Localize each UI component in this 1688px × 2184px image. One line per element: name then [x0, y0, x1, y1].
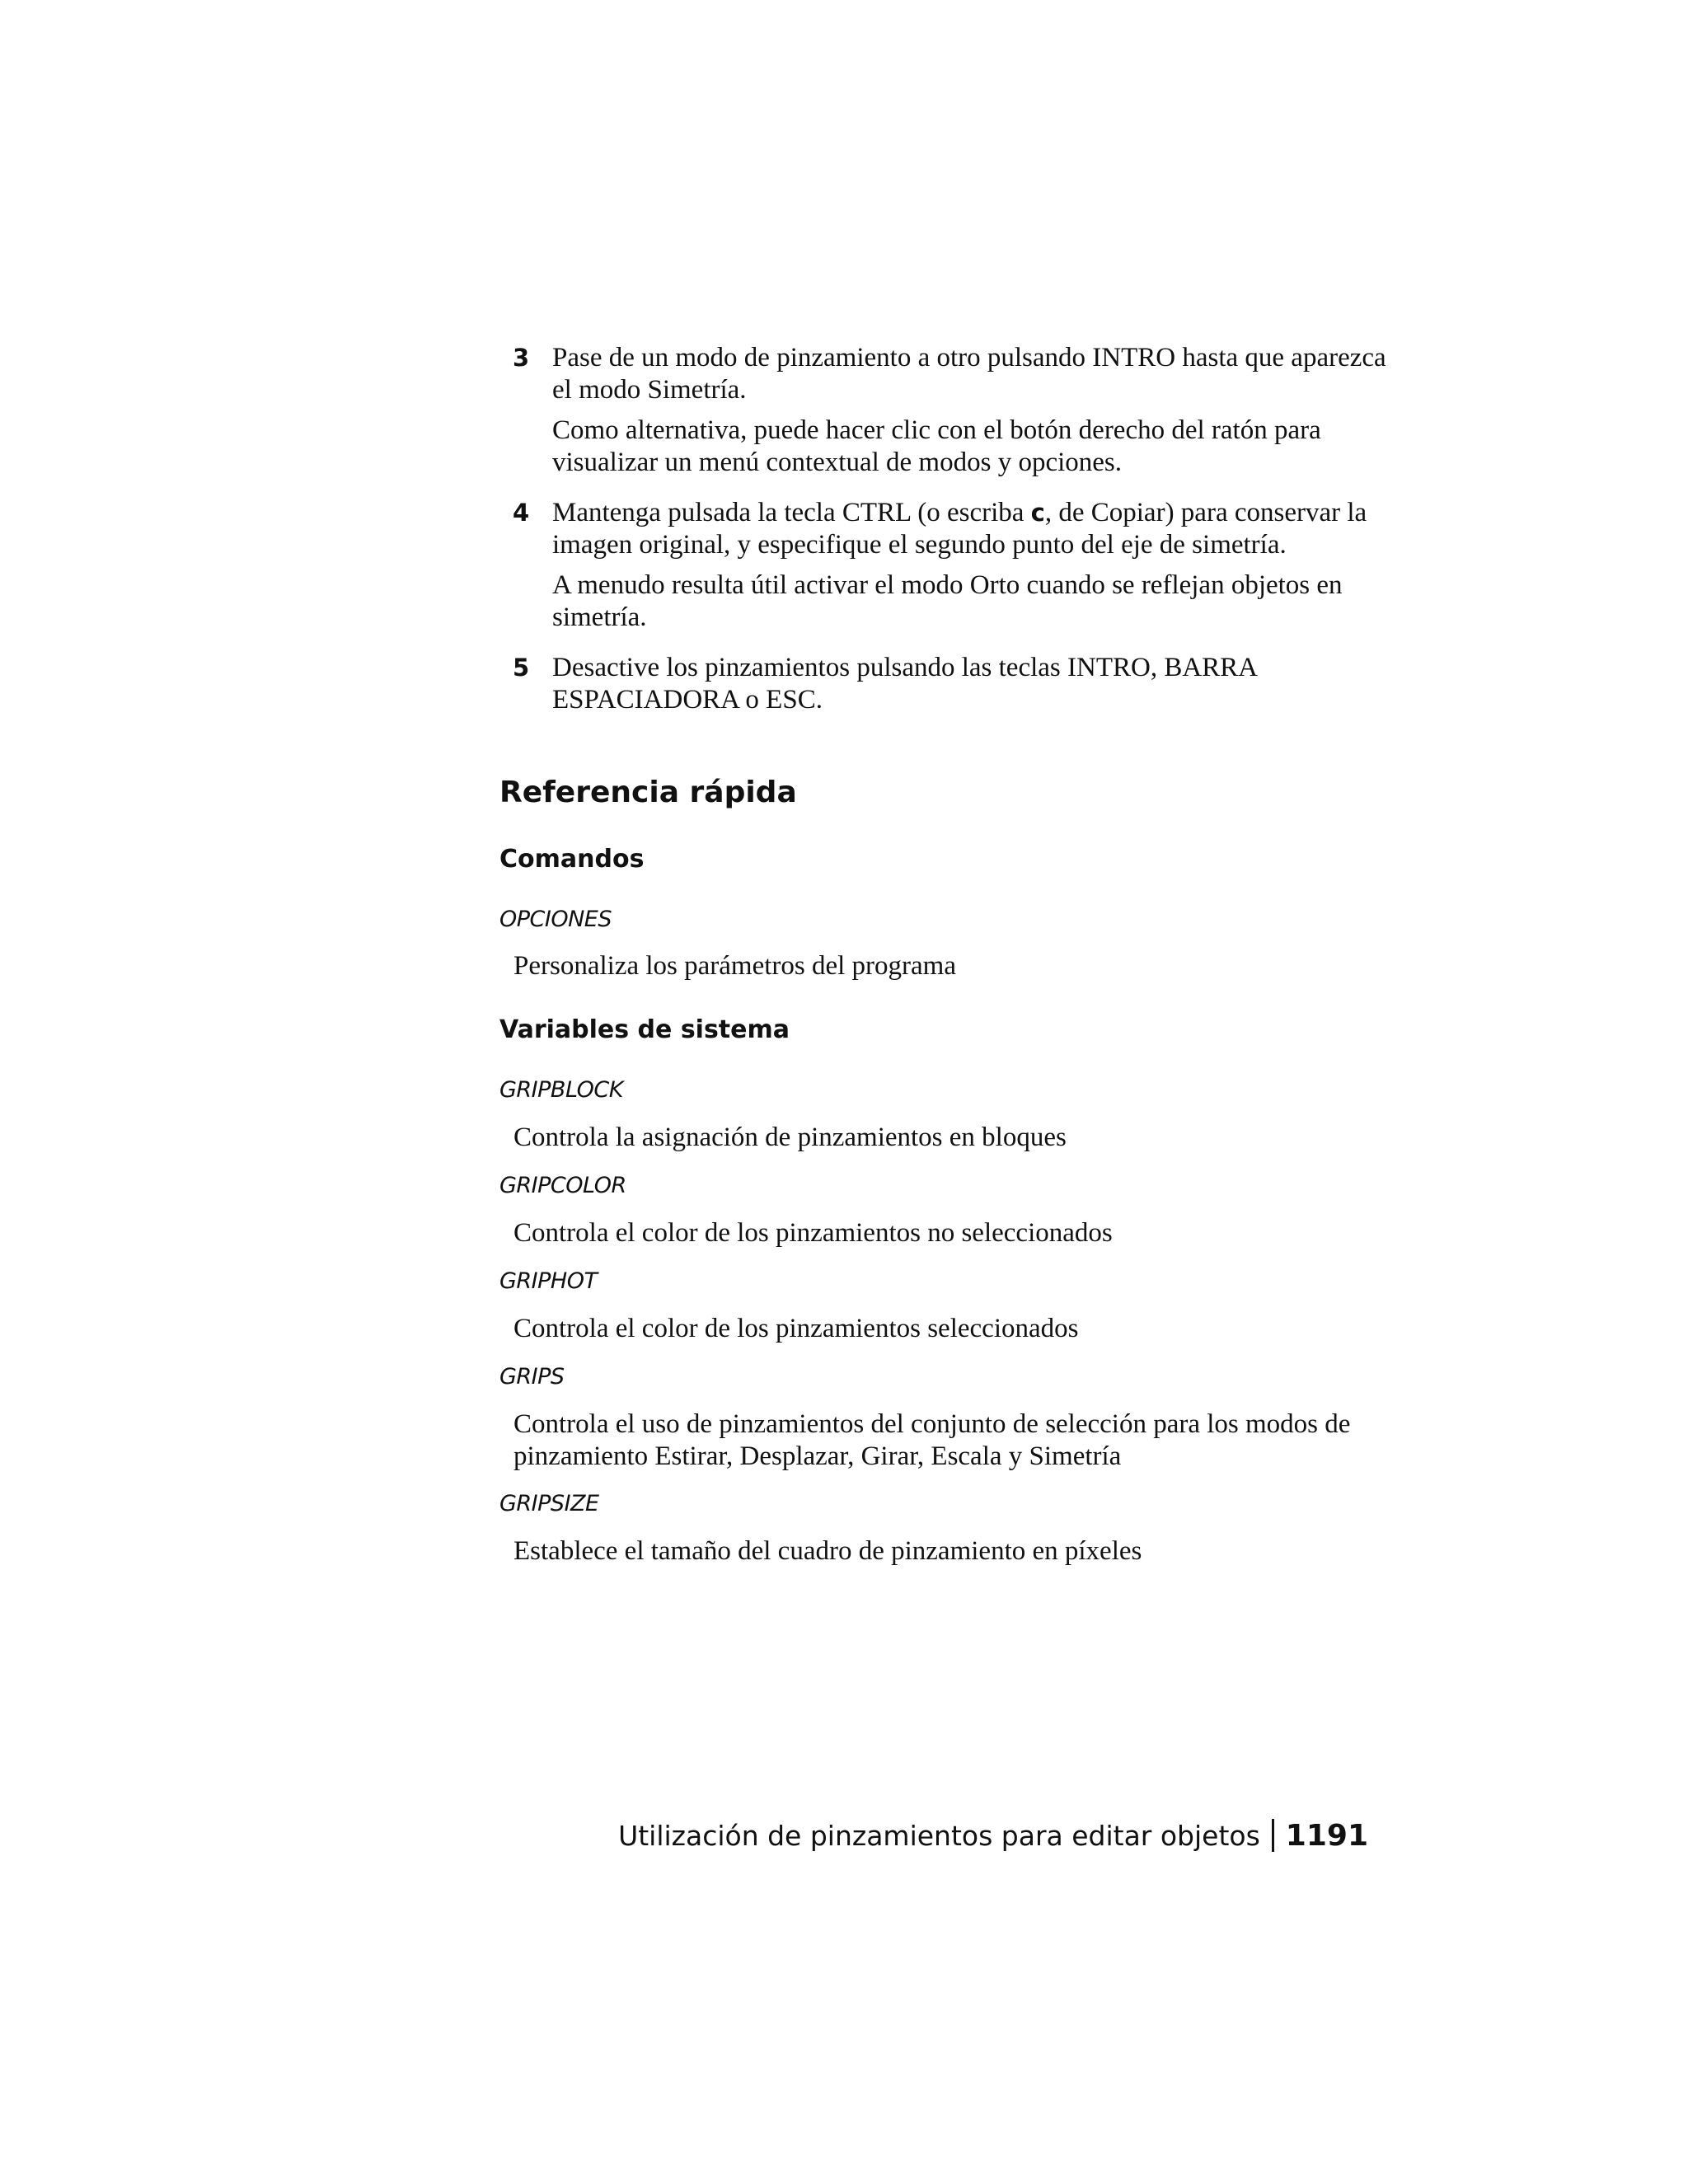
step-number: 3 — [513, 344, 530, 372]
variable-description: Controla el color de los pinzamientos no seleccionados — [513, 1218, 1113, 1248]
variable-description-gripblock — [499, 1122, 1390, 1154]
step-5 — [513, 652, 1386, 716]
step-text-before: Mantenga pulsada la tecla CTRL (o escriba — [552, 498, 1031, 527]
command-name: OPCIONES — [499, 907, 612, 932]
step-note: Como alternativa, puede hacer clic con el botón derecho del ratón para visualizar un menú contextual de modos y opciones. — [552, 415, 1321, 477]
variable-description-gripcolor — [499, 1217, 1390, 1249]
variable-name: GRIPS — [499, 1364, 565, 1390]
variable-description: Establece el tamaño del cuadro de pinzamiento en píxeles — [513, 1536, 1142, 1566]
step-note: A menudo resulta útil activar el modo Orto cuando se reflejan objetos en simetría. — [552, 570, 1343, 632]
variable-description-gripsize — [499, 1535, 1390, 1568]
variable-name: GRIPSIZE — [499, 1491, 599, 1516]
procedure-steps — [513, 342, 1386, 734]
step-text: Pase de un modo de pinzamiento a otro pulsando INTRO hasta que aparezca el modo Simetría. — [552, 343, 1386, 405]
variable-entry-gripsize — [499, 1490, 1390, 1518]
variable-name: GRIPHOT — [499, 1268, 598, 1294]
variable-name: GRIPBLOCK — [499, 1077, 623, 1103]
variable-description: Controla el color de los pinzamientos seleccionados — [513, 1314, 1079, 1343]
copy-key: c — [1030, 499, 1045, 527]
step-number: 4 — [513, 499, 530, 527]
step-text — [552, 497, 1386, 561]
page-number: 1191 — [1285, 1819, 1368, 1853]
variable-description-griphot — [499, 1313, 1390, 1345]
step-4 — [513, 497, 1386, 634]
commands-heading: Comandos — [499, 845, 645, 874]
variable-entry-gripcolor — [499, 1172, 1390, 1200]
step-3 — [513, 342, 1386, 479]
variable-description: Controla la asignación de pinzamientos en bloques — [513, 1122, 1067, 1152]
variable-description-grips — [499, 1408, 1390, 1473]
quick-reference-heading: Referencia rápida — [499, 776, 797, 809]
system-variables-heading: Variables de sistema — [499, 1015, 790, 1044]
variable-description: Controla el uso de pinzamientos del conjunto de selección para los modos de pinzamiento Estirar, Desplazar, Girar, Escala y Simetría — [513, 1409, 1351, 1471]
variable-name: GRIPCOLOR — [499, 1173, 626, 1198]
step-text-after: , de Copiar) para conservar la imagen original, y especifique el segundo punto del eje de simetría. — [552, 498, 1367, 560]
footer-separator — [1272, 1819, 1274, 1852]
commands-section — [499, 844, 1390, 875]
page-footer — [618, 1819, 1368, 1853]
command-entry-opciones — [499, 906, 1390, 934]
variable-entry-gripblock — [499, 1076, 1390, 1104]
command-description-opciones — [499, 950, 1390, 982]
footer-chapter-title: Utilización de pinzamientos para editar objetos — [618, 1820, 1260, 1852]
variable-entry-grips — [499, 1363, 1390, 1391]
system-variables-section — [499, 1015, 1390, 1046]
step-number: 5 — [513, 654, 530, 682]
command-description: Personaliza los parámetros del programa — [513, 951, 956, 981]
step-text: Desactive los pinzamientos pulsando las teclas INTRO, BARRA ESPACIADORA o ESC. — [552, 653, 1257, 715]
variable-entry-griphot — [499, 1268, 1390, 1296]
